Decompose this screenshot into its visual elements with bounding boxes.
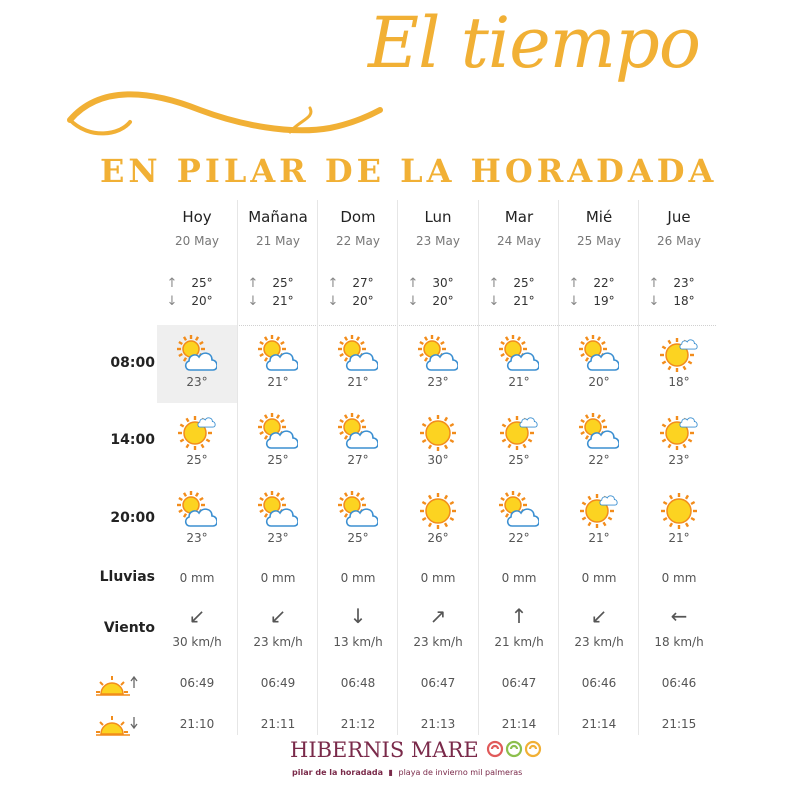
decorative-swirl [60,80,390,160]
day-column-1 [237,200,318,735]
wind-speed: 23 km/h [574,635,624,649]
forecast-temp: 18° [668,375,690,389]
day-name: Mar [504,208,534,226]
row-label-rain: Lluvias [99,569,155,585]
forecast-cell-h20 [639,481,719,559]
row-label-1400: 14:00 [110,432,155,448]
partly-cloudy-icon [579,335,619,375]
wind-direction-icon: ↙ [269,604,287,628]
sun-cloud-right-icon [659,335,699,375]
max-temp: 25° [272,276,294,290]
wind-speed: 23 km/h [253,635,303,649]
partly-cloudy-icon [499,491,539,531]
row-label-2000: 20:00 [110,510,155,526]
day-date: 24 May [497,234,541,248]
sun-cloud-right-icon [177,413,217,453]
forecast-temp: 21° [668,531,690,545]
sun-cloud-right-icon [579,491,619,531]
min-arrow-icon: ↓ [327,294,339,309]
partly-cloudy-icon [338,413,378,453]
sunset-time: 21:11 [260,717,296,731]
forecast-cell-h20 [398,481,478,559]
forecast-temp: 21° [347,375,369,389]
rain-value: 0 mm [501,571,537,585]
partly-cloudy-icon [258,491,298,531]
sunrise-time: 06:48 [340,676,376,690]
max-temp: 25° [513,276,535,290]
max-arrow-icon: ↑ [166,276,178,291]
min-temp: 20° [352,294,374,308]
forecast-temp: 21° [267,375,289,389]
forecast-temp: 27° [347,453,369,467]
day-date: 26 May [657,234,701,248]
forecast-cell-h14 [318,403,398,481]
forecast-temp: 23° [427,375,449,389]
min-temp: 19° [593,294,615,308]
forecast-cell-h08 [479,325,559,403]
day-name: Dom [340,208,376,226]
forecast-cell-h08 [639,325,719,403]
forecast-cell-h08 [559,325,639,403]
sun-cloud-right-icon [499,413,539,453]
wind-speed: 21 km/h [494,635,544,649]
sunrise-icon [96,674,142,698]
forecast-temp: 20° [588,375,610,389]
sun-cloud-right-icon [659,413,699,453]
wind-speed: 13 km/h [333,635,383,649]
max-arrow-icon: ↑ [488,276,500,291]
forecast-temp: 30° [427,453,449,467]
wind-direction-icon: ↑ [510,604,528,628]
partly-cloudy-icon [579,413,619,453]
rain-value: 0 mm [340,571,376,585]
max-temp: 22° [593,276,615,290]
forecast-cell-h08 [157,325,237,403]
sunny-icon [418,413,458,453]
forecast-temp: 26° [427,531,449,545]
forecast-temp: 21° [588,531,610,545]
forecast-temp: 23° [668,453,690,467]
logo-tagline: pilar de la horadada ▮ playa de invierno mil palmeras [292,768,523,777]
sunrise-time: 06:49 [260,676,296,690]
min-arrow-icon: ↓ [407,294,419,309]
forecast-cell-h20 [479,481,559,559]
logo-tagline-text: playa de invierno mil palmeras [398,768,523,777]
forecast-temp: 25° [267,453,289,467]
day-date: 20 May [175,234,219,248]
forecast-cell-h20 [238,481,318,559]
sunset-time: 21:14 [581,717,617,731]
forecast-temp: 22° [508,531,530,545]
partly-cloudy-icon [338,335,378,375]
sunset-time: 21:10 [179,717,215,731]
min-arrow-icon: ↓ [568,294,580,309]
logo-name: HIBERNIS MARE [290,738,479,762]
sunset-time: 21:15 [661,717,697,731]
sunrise-time: 06:47 [501,676,537,690]
day-column-5 [558,200,639,735]
forecast-cell-h14 [639,403,719,481]
logo [290,738,543,762]
day-column-4 [478,200,559,735]
wind-direction-icon: ↙ [188,604,206,628]
sunset-time: 21:12 [340,717,376,731]
forecast-cell-h20 [157,481,237,559]
partly-cloudy-icon [177,335,217,375]
rain-value: 0 mm [260,571,296,585]
logo-spirals-icon [485,739,543,759]
day-name: Jue [667,208,691,226]
wind-speed: 18 km/h [654,635,704,649]
forecast-temp: 22° [588,453,610,467]
forecast-temp: 23° [267,531,289,545]
partly-cloudy-icon [418,335,458,375]
day-date: 21 May [256,234,300,248]
sunrise-time: 06:46 [661,676,697,690]
forecast-temp: 23° [186,531,208,545]
day-column-3 [397,200,478,735]
rain-value: 0 mm [420,571,456,585]
sunset-icon [96,714,142,738]
forecast-temp: 25° [347,531,369,545]
forecast-cell-h08 [238,325,318,403]
wind-direction-icon: ↙ [590,604,608,628]
forecast-cell-h14 [559,403,639,481]
forecast-cell-h20 [318,481,398,559]
row-label-wind: Viento [103,620,155,636]
max-temp: 30° [432,276,454,290]
sunny-icon [659,491,699,531]
wind-speed: 23 km/h [413,635,463,649]
max-arrow-icon: ↑ [247,276,259,291]
sunrise-time: 06:49 [179,676,215,690]
max-arrow-icon: ↑ [327,276,339,291]
forecast-temp: 25° [186,453,208,467]
min-temp: 20° [191,294,213,308]
forecast-cell-h08 [398,325,478,403]
min-temp: 21° [272,294,294,308]
logo-tagline-bold: pilar de la horadada [292,768,383,777]
sunrise-time: 06:46 [581,676,617,690]
min-arrow-icon: ↓ [166,294,178,309]
sunset-time: 21:14 [501,717,537,731]
wind-speed: 30 km/h [172,635,222,649]
min-temp: 20° [432,294,454,308]
partly-cloudy-icon [499,335,539,375]
day-name: Lun [424,208,452,226]
wind-direction-icon: ← [670,604,688,628]
partly-cloudy-icon [258,413,298,453]
forecast-cell-h14 [479,403,559,481]
forecast-cell-h14 [238,403,318,481]
day-date: 22 May [336,234,380,248]
sunrise-time: 06:47 [420,676,456,690]
min-arrow-icon: ↓ [247,294,259,309]
day-date: 23 May [416,234,460,248]
max-temp: 23° [673,276,695,290]
rain-value: 0 mm [581,571,617,585]
forecast-temp: 25° [508,453,530,467]
max-arrow-icon: ↑ [568,276,580,291]
forecast-cell-h14 [157,403,237,481]
wind-direction-icon: ↗ [429,604,447,628]
day-name: Mañana [248,208,308,226]
rain-value: 0 mm [661,571,697,585]
forecast-cell-h14 [398,403,478,481]
forecast-temp: 23° [186,375,208,389]
wind-direction-icon: ↓ [349,604,367,628]
min-arrow-icon: ↓ [648,294,660,309]
day-name: Hoy [182,208,212,226]
day-column-2 [317,200,398,735]
day-column-0 [157,200,237,735]
rain-value: 0 mm [179,571,215,585]
sunny-icon [418,491,458,531]
max-arrow-icon: ↑ [407,276,419,291]
row-label-0800: 08:00 [110,355,155,371]
forecast-temp: 21° [508,375,530,389]
page-title: El tiempo [368,2,701,84]
day-date: 25 May [577,234,621,248]
max-temp: 27° [352,276,374,290]
partly-cloudy-icon [338,491,378,531]
partly-cloudy-icon [258,335,298,375]
min-temp: 21° [513,294,535,308]
max-temp: 25° [191,276,213,290]
day-column-6 [638,200,719,735]
sunset-time: 21:13 [420,717,456,731]
forecast-cell-h20 [559,481,639,559]
min-temp: 18° [673,294,695,308]
page-subtitle: EN PILAR DE LA HORADADA [100,152,718,190]
partly-cloudy-icon [177,491,217,531]
day-name: Mié [585,208,613,226]
max-arrow-icon: ↑ [648,276,660,291]
min-arrow-icon: ↓ [488,294,500,309]
forecast-cell-h08 [318,325,398,403]
